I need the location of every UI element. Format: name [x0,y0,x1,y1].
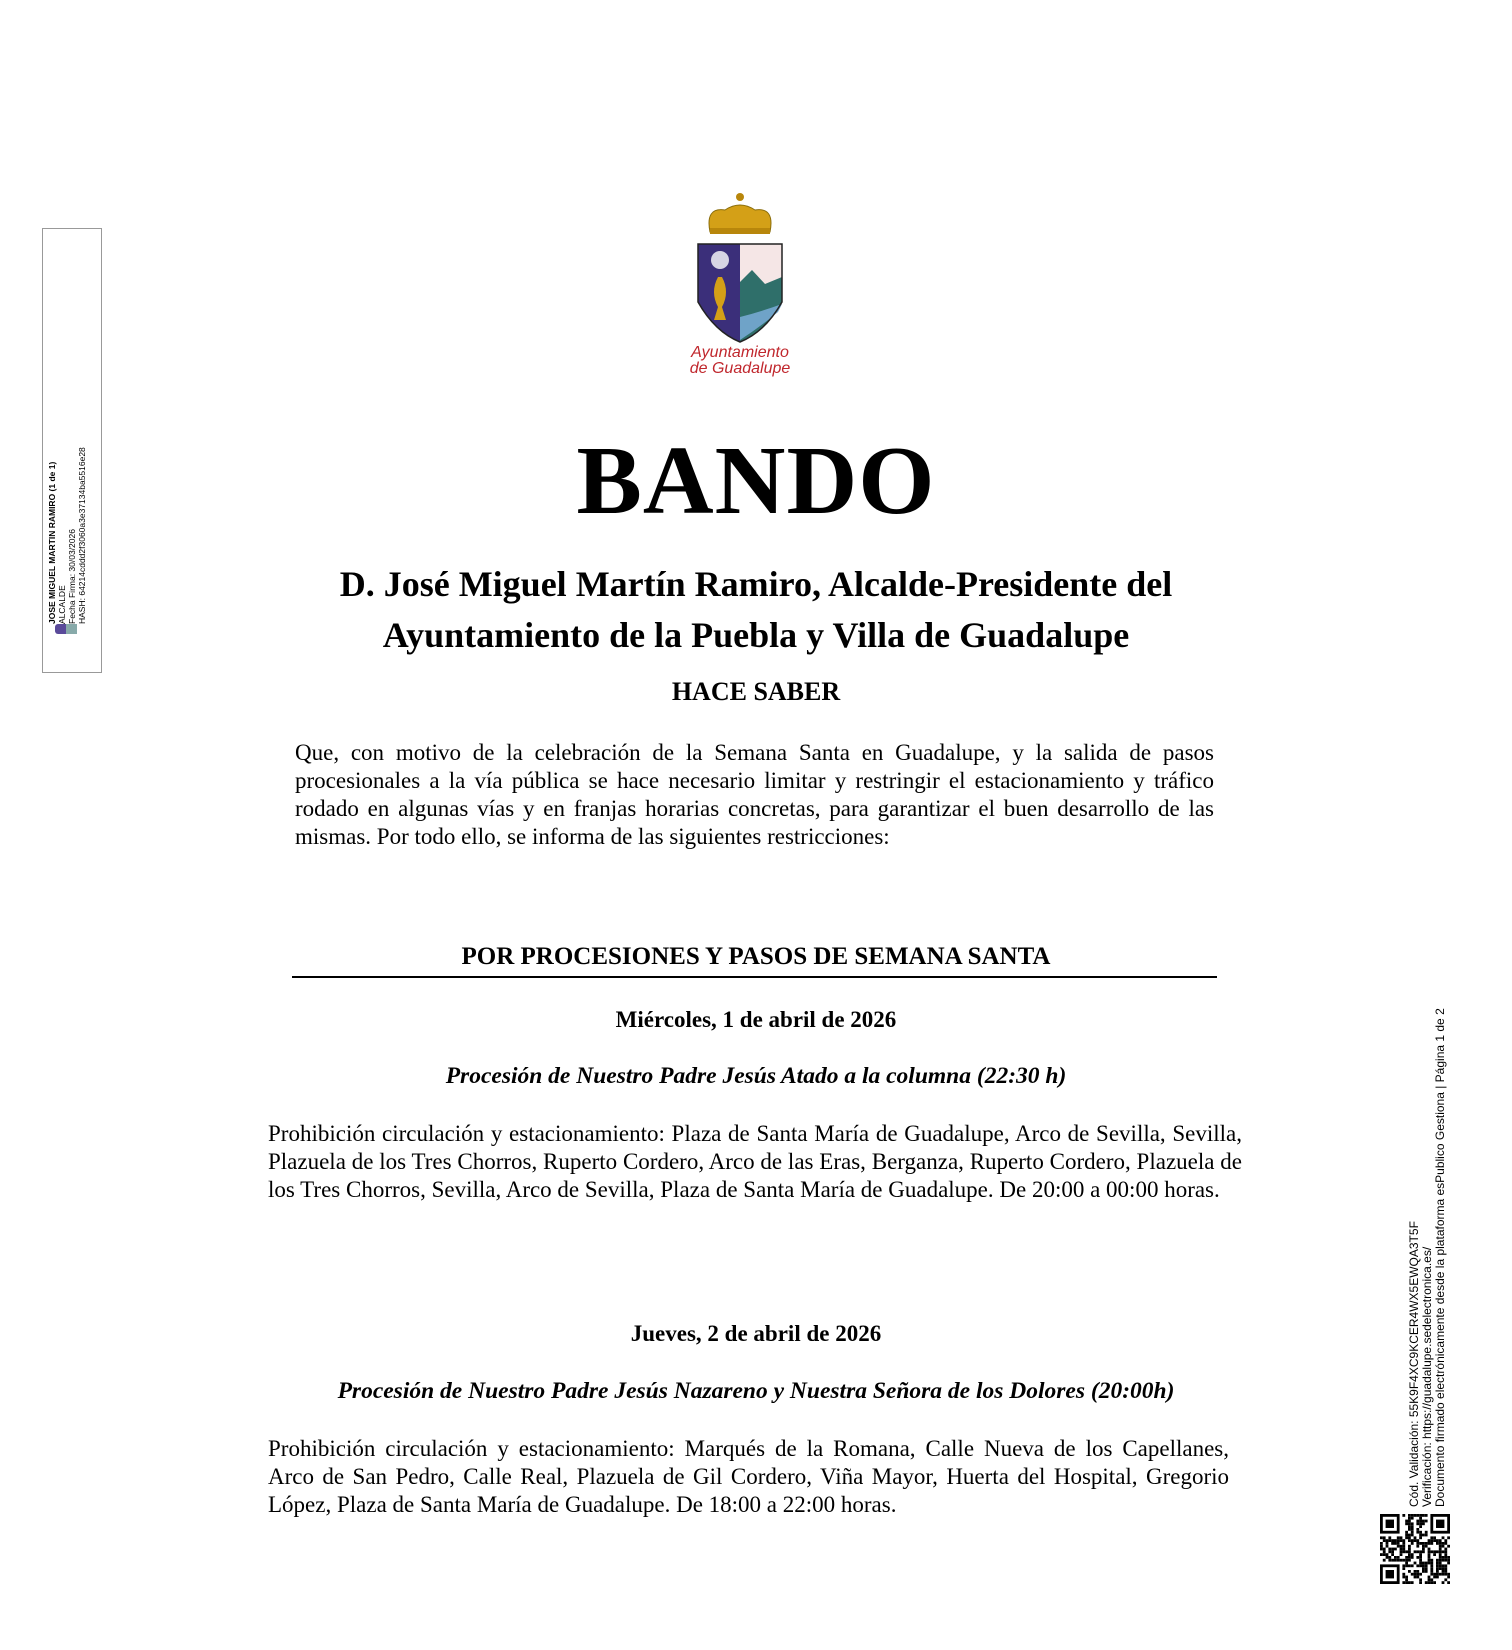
verification-link[interactable]: Verificación: https://guadalupe.sedelectronica.es/ [1420,1246,1434,1507]
day-date: Jueves, 2 de abril de 2026 [630,1321,882,1346]
author-line-1: D. José Miguel Martín Ramiro, Alcalde-Presidente del [339,564,1173,604]
procession-title: Procesión de Nuestro Padre Jesús Atado a la columna (22:30 h) [445,1063,1067,1089]
author-line-2: Ayuntamiento de la Puebla y Villa de Guadalupe [382,615,1130,655]
hace-saber: HACE SABER [671,677,841,706]
restriction-paragraph: Prohibición circulación y estacionamiento: Plaza de Santa María de Guadalupe, Arco de Sevilla, Sevilla, Plazuela de los Tres Chorros, Ruperto Cordero, Arco de las Eras, Berganza, Ruperto Cordero, Plazuela de los Tres Chorros, Sevilla, Arco de Sevilla, Plaza de Santa María de Guadalupe. De 20:00 a 00:00 horas. [268,1121,1242,1202]
qr-code [1380,1514,1450,1584]
verification-text [1408,982,1450,1507]
verification-footer: Documento firmado electrónicamente desde la plataforma esPublico Gestiona | Página 1 de 2 [1433,1008,1447,1507]
intro-paragraph: Que, con motivo de la celebración de la Semana Santa en Guadalupe, y la salida de pasos procesionales a la vía pública se hace necesario limitar y restringir el estacionamiento y tráfico rodado en algunas vías y en franjas horarias concretas, para garantizar el buen desarrollo de las mismas. Por todo ello, se informa de las siguientes restricciones: [295,740,1214,849]
day-date: Miércoles, 1 de abril de 2026 [615,1007,897,1032]
document-title: BANDO [576,427,936,535]
signature-text: JOSE MIGUEL MARTIN RAMIRO (1 de 1) ALCALDE Fecha Firma: 30/03/2026 HASH: 64214cddd2f3060a3e37134ba5516e28 [47,447,87,624]
logo-caption: Ayuntamiento de Guadalupe [689,344,791,377]
procession-title: Procesión de Nuestro Padre Jesús Nazareno y Nuestra Señora de los Dolores (20:00h) [337,1378,1175,1404]
coat-of-arms-logo [690,192,790,352]
section-divider [292,976,1217,978]
verification-code: Cód. Validación: 55K9F4XC9KCER4WX5EWQA3T5F [1407,1221,1421,1507]
section-heading: POR PROCESIONES Y PASOS DE SEMANA SANTA [461,943,1051,970]
restriction-paragraph: Prohibición circulación y estacionamiento: Marqués de la Romana, Calle Nueva de los Capellanes, Arco de San Pedro, Calle Real, Plazuela de Gil Cordero, Viña Mayor, Huerta del Hospital, Gregorio López, Plaza de Santa María de Guadalupe. De 18:00 a 22:00 horas. [268,1436,1229,1517]
